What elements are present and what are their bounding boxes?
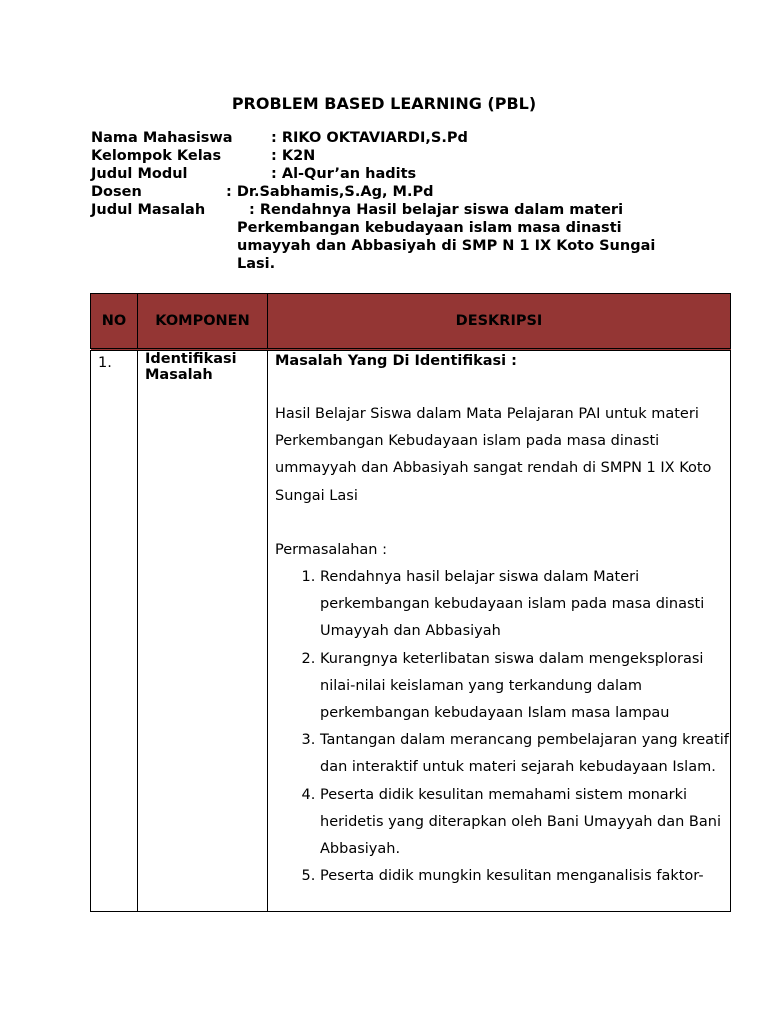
dosen-value: : Dr.Sabhamis,S.Ag, M.Pd	[226, 184, 434, 200]
masalah-line-3: umayyah dan Abbasiyah di SMP N 1 IX Koto Sungai	[237, 238, 656, 254]
nama-value: : RIKO OKTAVIARDI,S.Pd	[271, 130, 468, 146]
pbl-table	[90, 293, 731, 912]
list-item: 4. Peserta didik kesulitan memahami sistem monarki heridetis yang diterapkan oleh Bani Umayyah dan Bani Abbasiyah.	[320, 782, 730, 864]
list-item: 5. Peserta didik mungkin kesulitan menganalisis faktor-	[320, 863, 730, 890]
info-row-nama	[91, 129, 711, 147]
desc-paragraph: Hasil Belajar Siswa dalam Mata Pelajaran PAI untuk materi Perkembangan Kebudayaan islam pada masa dinasti ummayyah dan Abbasiyah sangat rendah di SMPN 1 IX Koto Sungai Lasi	[275, 406, 712, 504]
info-row-kelompok	[91, 147, 711, 165]
kelompok-label: Kelompok Kelas	[91, 148, 222, 164]
row-no: 1.	[91, 350, 138, 912]
masalah-label: Judul Masalah	[91, 202, 206, 218]
list-item: 1. Rendahnya hasil belajar siswa dalam Materi perkembangan kebudayaan islam pada masa dinasti Umayyah dan Abbasiyah	[320, 564, 730, 646]
modul-value: : Al-Qur’an hadits	[271, 166, 417, 182]
info-row-masalah	[91, 201, 711, 273]
kelompok-value: : K2N	[271, 148, 316, 164]
spacer	[275, 510, 730, 537]
permasalahan-list	[275, 564, 730, 890]
row-komponen	[138, 350, 268, 912]
document-title: PROBLEM BASED LEARNING (PBL)	[231, 94, 537, 113]
komponen-line-2: Masalah	[145, 367, 213, 383]
komponen-line-1: Identifikasi	[145, 351, 237, 367]
header-no: NO	[91, 294, 138, 350]
desc-heading: Masalah Yang Di Identifikasi :	[275, 353, 517, 369]
masalah-line-1: : Rendahnya Hasil belajar siswa dalam materi	[249, 202, 624, 218]
list-item: 2. Kurangnya keterlibatan siswa dalam mengeksplorasi nilai-nilai keislaman yang terkandung dalam perkembangan kebudayaan Islam masa lampau	[320, 646, 730, 728]
modul-label: Judul Modul	[91, 166, 188, 182]
permasalahan-label: Permasalahan :	[275, 541, 387, 558]
header-komponen: KOMPONEN	[138, 294, 268, 350]
dosen-label: Dosen	[91, 184, 142, 200]
masalah-line-2: Perkembangan kebudayaan islam masa dinasti	[237, 220, 622, 236]
nama-label: Nama Mahasiswa	[91, 130, 233, 146]
list-item: 3. Tantangan dalam merancang pembelajaran yang kreatif dan interaktif untuk materi sejarah kebudayaan Islam.	[320, 727, 730, 781]
masalah-line-4: Lasi.	[237, 256, 276, 272]
spacer	[275, 370, 730, 401]
info-block	[91, 129, 711, 273]
info-row-modul	[91, 165, 711, 183]
header-deskripsi: DESKRIPSI	[268, 294, 731, 350]
table-row	[91, 350, 731, 912]
table-header-row	[91, 294, 731, 350]
info-row-dosen	[91, 183, 711, 201]
row-deskripsi	[268, 350, 731, 912]
